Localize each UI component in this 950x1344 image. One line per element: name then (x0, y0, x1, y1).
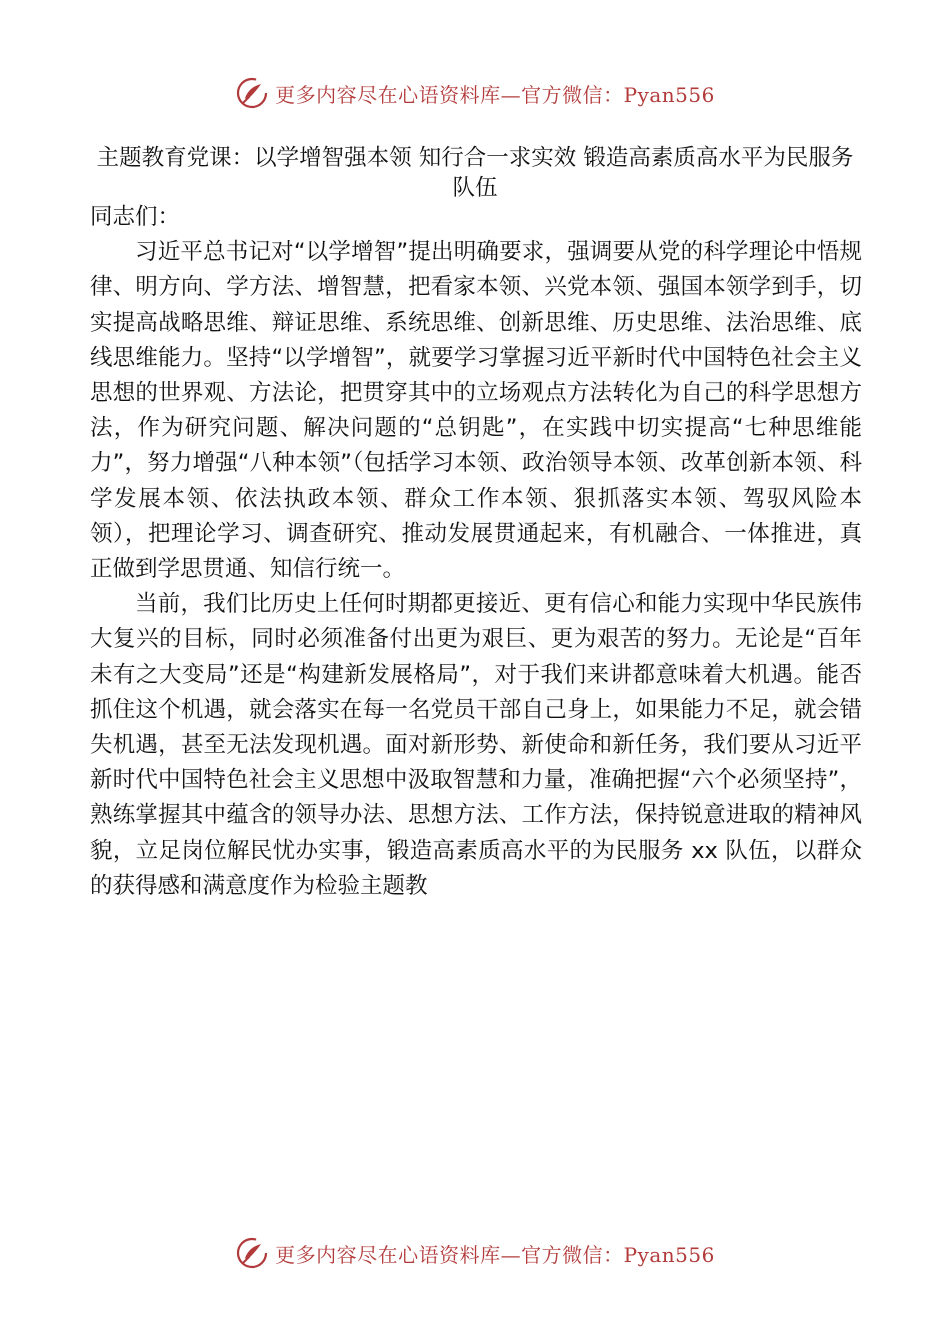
body-paragraph-2: 当前，我们比历史上任何时期都更接近、更有信心和能力实现中华民族伟大复兴的目标，同时必须准备付出更为艰巨、更为艰苦的努力。无论是“百年未有之大变局”还是“构建新发展格局”，对于我们来讲都意味着大机遇。能否抓住这个机遇，就会落实在每一名党员干部自己身上，如果能力不足，就会错失机遇，甚至无法发现机遇。面对新形势、新使命和新任务，我们要从习近平新时代中国特色社会主义思想中汲取智慧和力量，准确把握“六个必须坚持”，熟练掌握其中蕴含的领导办法、思想方法、工作方法，保持锐意进取的精神风貌，立足岗位解民忧办实事，锻造高素质高水平的为民服务 xx 队伍，以群众的获得感和满意度作为检验主题教 (90, 591, 862, 899)
brand-logo-icon (235, 1236, 269, 1270)
body-paragraph-1: 习近平总书记对“以学增智”提出明确要求，强调要从党的科学理论中悟规律、明方向、学方法、增智慧，把看家本领、兴党本领、强国本领学到手，切实提高战略思维、辩证思维、系统思维、创新思维、历史思维、法治思维、底线思维能力。坚持“以学增智”，就要学习掌握习近平新时代中国特色社会主义思想的世界观、方法论，把贯穿其中的立场观点方法转化为自己的科学思想方法，作为研究问题、解决问题的“总钥匙”，在实践中切实提高“七种思维能力”，努力增强“八种本领”（包括学习本领、政治领导本领、改革创新本领、科学发展本领、依法执政本领、群众工作本领、狠抓落实本领、驾驭风险本领），把理论学习、调查研究、推动发展贯通起来，有机融合、一体推进，真正做到学思贯通、知信行统一。 (90, 239, 862, 583)
watermark-text: 更多内容尽在心语资料库—官方微信：Pyan556 (275, 82, 715, 107)
watermark-text: 更多内容尽在心语资料库—官方微信：Pyan556 (275, 1242, 715, 1267)
salutation: 同志们： (90, 204, 181, 230)
brand-logo-icon (235, 76, 269, 110)
footer-watermark (0, 1236, 950, 1270)
header-watermark (0, 76, 950, 110)
document-body (90, 200, 862, 904)
document-title: 主题教育党课：以学增智强本领 知行合一求实效 锻造高素质高水平为民服务队伍 (96, 145, 854, 202)
